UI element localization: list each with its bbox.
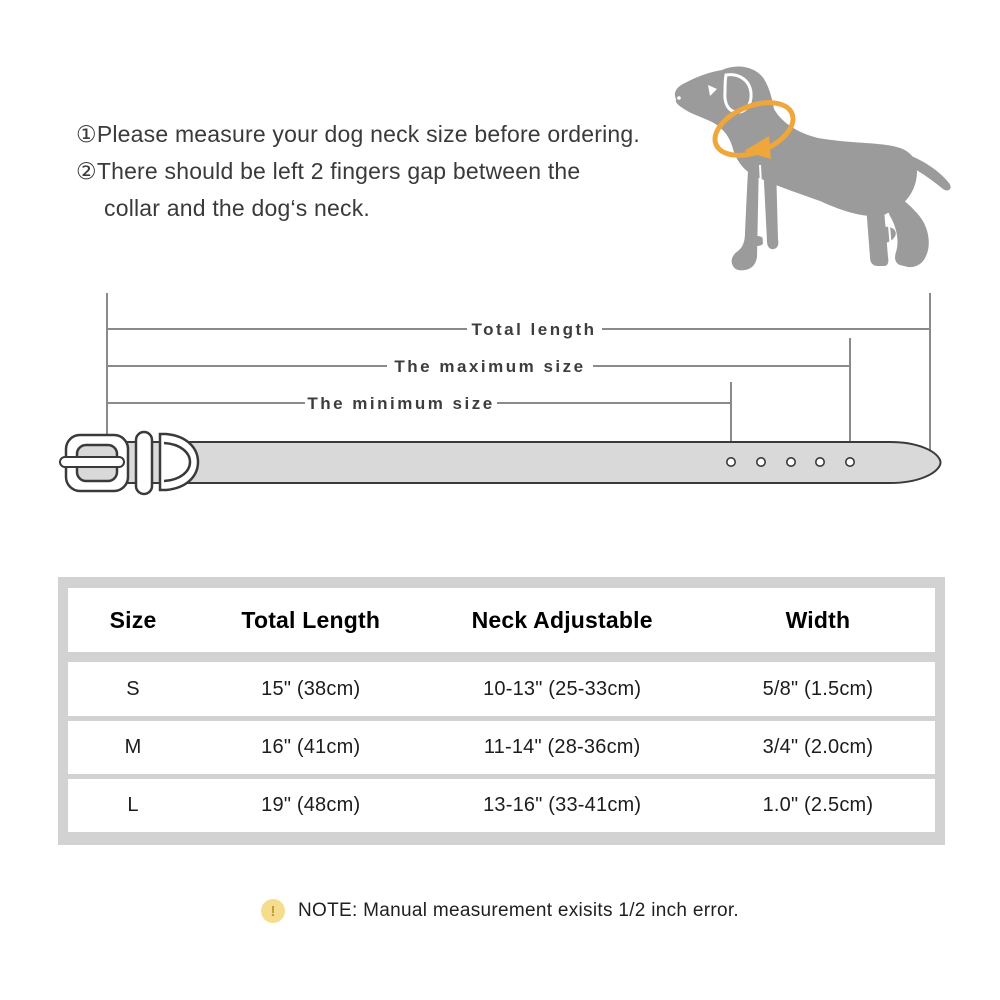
cell-total-length: 16" (41cm) <box>261 736 361 758</box>
table-row-m <box>68 721 935 774</box>
exclamation-icon: ! <box>261 899 285 923</box>
collar-hole <box>727 458 735 466</box>
dog-silhouette-svg <box>648 45 978 295</box>
cell-width: 5/8" (1.5cm) <box>762 677 874 700</box>
cell-neck-adjustable: 11-14" (28-36cm) <box>483 736 641 758</box>
header-size: Size <box>109 606 157 633</box>
cell-size: S <box>126 677 140 700</box>
cell-neck-adjustable: 10-13" (25-33cm) <box>483 677 642 700</box>
instruction-1-text: Please measure your dog neck size before ordering. <box>96 121 640 147</box>
buckle-icon <box>60 435 128 491</box>
cell-total-length: 15" (38cm) <box>261 677 361 700</box>
dog-front-far-leg <box>763 163 778 249</box>
measurement-instructions <box>76 116 640 227</box>
collar-hole <box>757 458 765 466</box>
header-width: Width <box>785 606 851 633</box>
instruction-2-text-line1: There should be left 2 fingers gap between the <box>96 158 581 184</box>
minimum-size-label: The minimum size <box>307 394 495 413</box>
cell-width: 1.0" (2.5cm) <box>762 794 874 816</box>
maximum-size-label: The maximum size <box>394 357 586 376</box>
dog-illustration <box>648 45 978 295</box>
total-length-label: Total length <box>471 320 597 339</box>
instruction-1-bullet: ① <box>76 121 97 147</box>
size-table <box>58 577 945 845</box>
cell-size: M <box>124 736 142 758</box>
keeper-loop <box>136 432 152 494</box>
measurement-note <box>261 899 739 923</box>
collar-strap <box>80 442 941 483</box>
table-row-l <box>68 779 935 832</box>
cell-size: L <box>127 794 139 816</box>
instruction-2-text-line2: collar and the dog‘s neck. <box>104 195 371 221</box>
dog-nose-dot <box>677 96 681 100</box>
instruction-1 <box>76 116 640 153</box>
buckle-pin <box>60 457 124 467</box>
note-text: NOTE: Manual measurement exisits 1/2 inch error. <box>298 900 740 921</box>
header-total-length: Total Length <box>241 606 381 633</box>
instruction-2-continued <box>76 190 640 227</box>
dog-front-leg <box>732 155 759 270</box>
collar-diagram-svg <box>0 285 1000 510</box>
header-neck-adjustable: Neck Adjustable <box>471 606 653 633</box>
cell-width: 3/4" (2.0cm) <box>762 736 874 758</box>
size-table-header-row <box>68 588 935 652</box>
table-row-s <box>68 662 935 716</box>
collar-hole <box>816 458 824 466</box>
instruction-2-bullet: ② <box>76 158 97 184</box>
cell-total-length: 19" (48cm) <box>261 794 361 816</box>
collar-hole <box>846 458 854 466</box>
cell-neck-adjustable: 13-16" (33-41cm) <box>483 794 642 816</box>
dog-front-far-paw <box>752 236 764 246</box>
collar-measurement-diagram <box>0 285 1000 510</box>
collar-hole <box>787 458 795 466</box>
dog-silhouette <box>675 67 951 271</box>
instruction-2 <box>76 153 640 190</box>
